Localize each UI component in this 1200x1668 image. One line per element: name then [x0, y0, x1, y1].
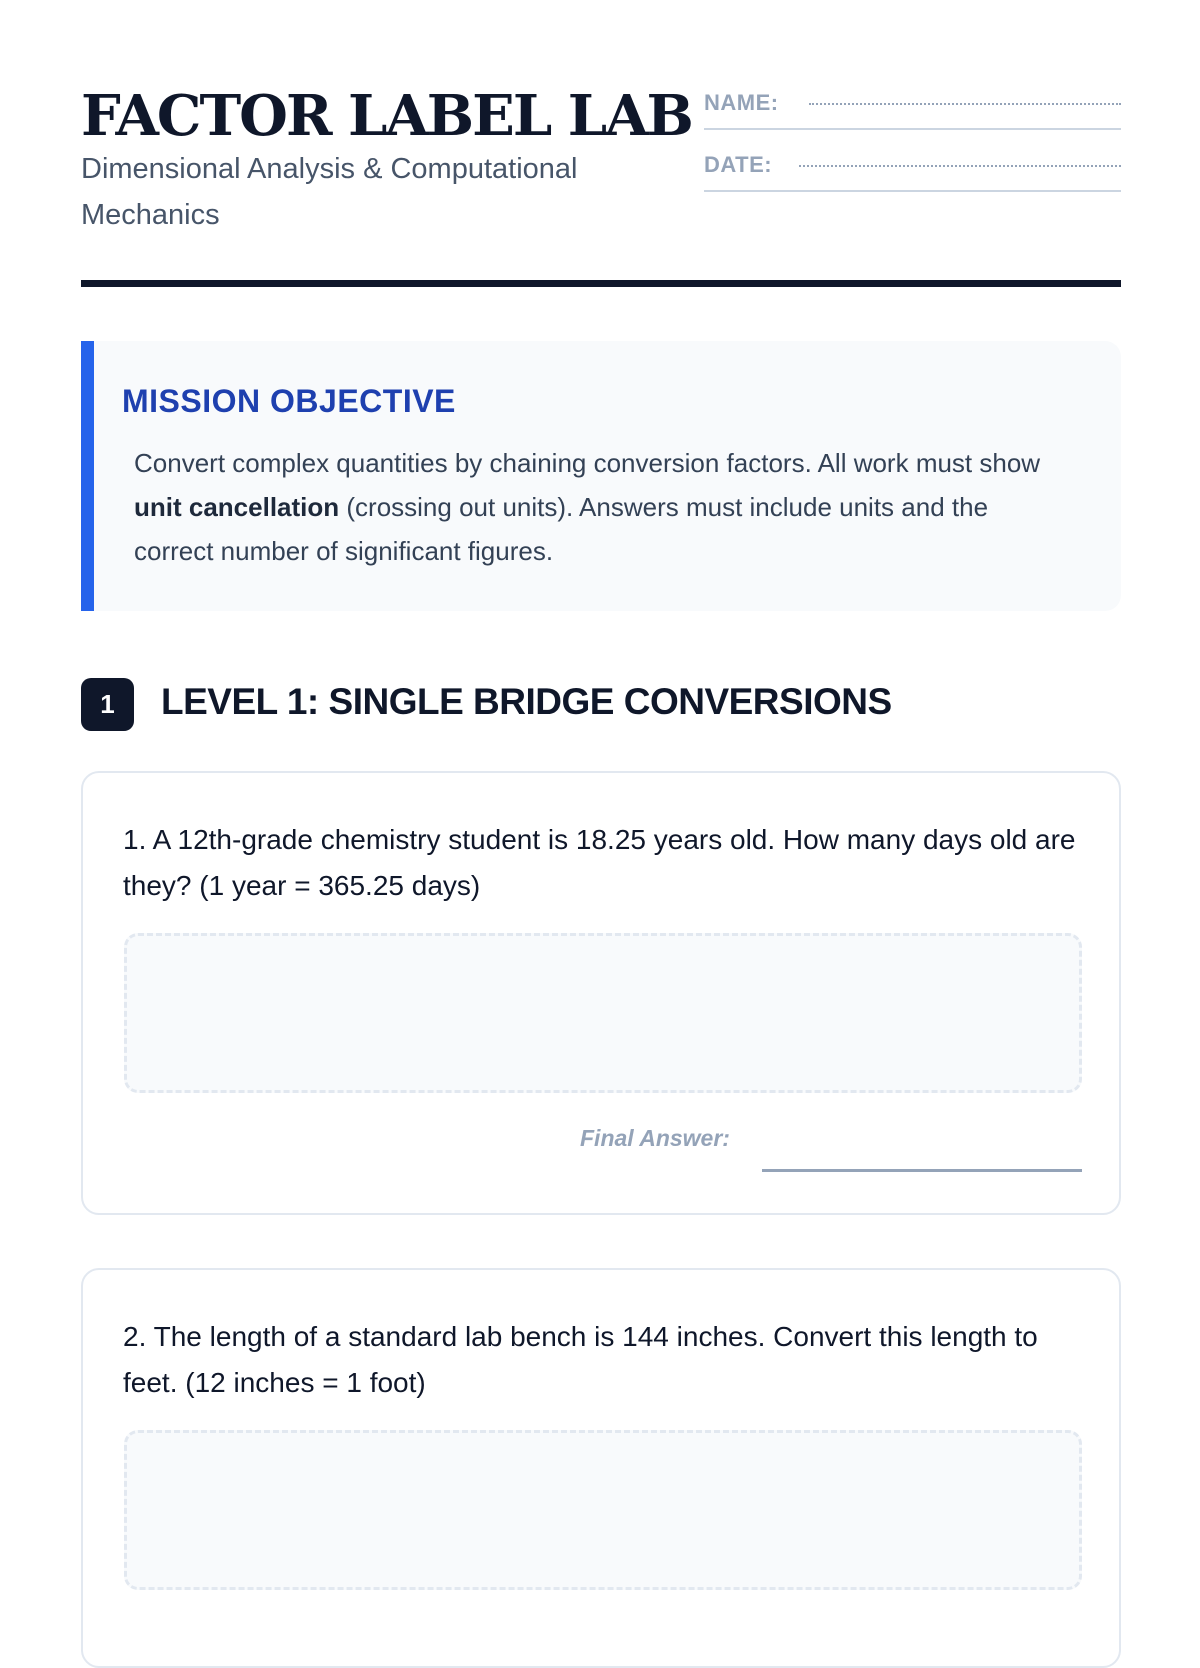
date-blank-line [799, 165, 1121, 167]
mission-text-rest: (crossing out units). Answers must include units and the correct number of significant figures. [134, 492, 989, 566]
question-card-2 [81, 1268, 1121, 1668]
question-2-text: 2. The length of a standard lab bench is 144 inches. Convert this length to feet. (12 inches = 1 foot) [123, 1321, 1038, 1398]
question-2-work-area[interactable] [124, 1430, 1082, 1590]
level-number-badge: 1 [81, 678, 134, 731]
mission-text-emphasis: unit cancellation [134, 492, 340, 522]
mission-text [134, 441, 1074, 573]
name-field[interactable] [704, 88, 1121, 130]
level-title: LEVEL 1: SINGLE BRIDGE CONVERSIONS [161, 681, 892, 722]
header-divider [81, 280, 1121, 287]
worksheet-page [81, 0, 1121, 1398]
mission-heading: MISSION OBJECTIVE [122, 383, 456, 419]
question-card-1 [81, 771, 1121, 1215]
question-1-work-area[interactable] [124, 933, 1082, 1093]
mission-text-intro: Convert complex quantities by chaining conversion factors. All work must show [134, 448, 1041, 478]
date-label: DATE: [704, 152, 773, 177]
question-1-text: 1. A 12th-grade chemistry student is 18.25 years old. How many days old are they? (1 year = 365.25 days) [123, 824, 1076, 901]
name-label: NAME: [704, 90, 779, 115]
question-1-final-answer-label: Final Answer: [580, 1125, 730, 1151]
name-blank-line [809, 103, 1121, 105]
question-1-final-answer-line[interactable] [762, 1169, 1082, 1172]
date-field[interactable] [704, 150, 1121, 192]
worksheet-header [81, 0, 1121, 287]
worksheet-subtitle: Dimensional Analysis & Computational Mechanics [81, 153, 578, 231]
worksheet-title: FACTOR LABEL LAB [81, 83, 692, 149]
